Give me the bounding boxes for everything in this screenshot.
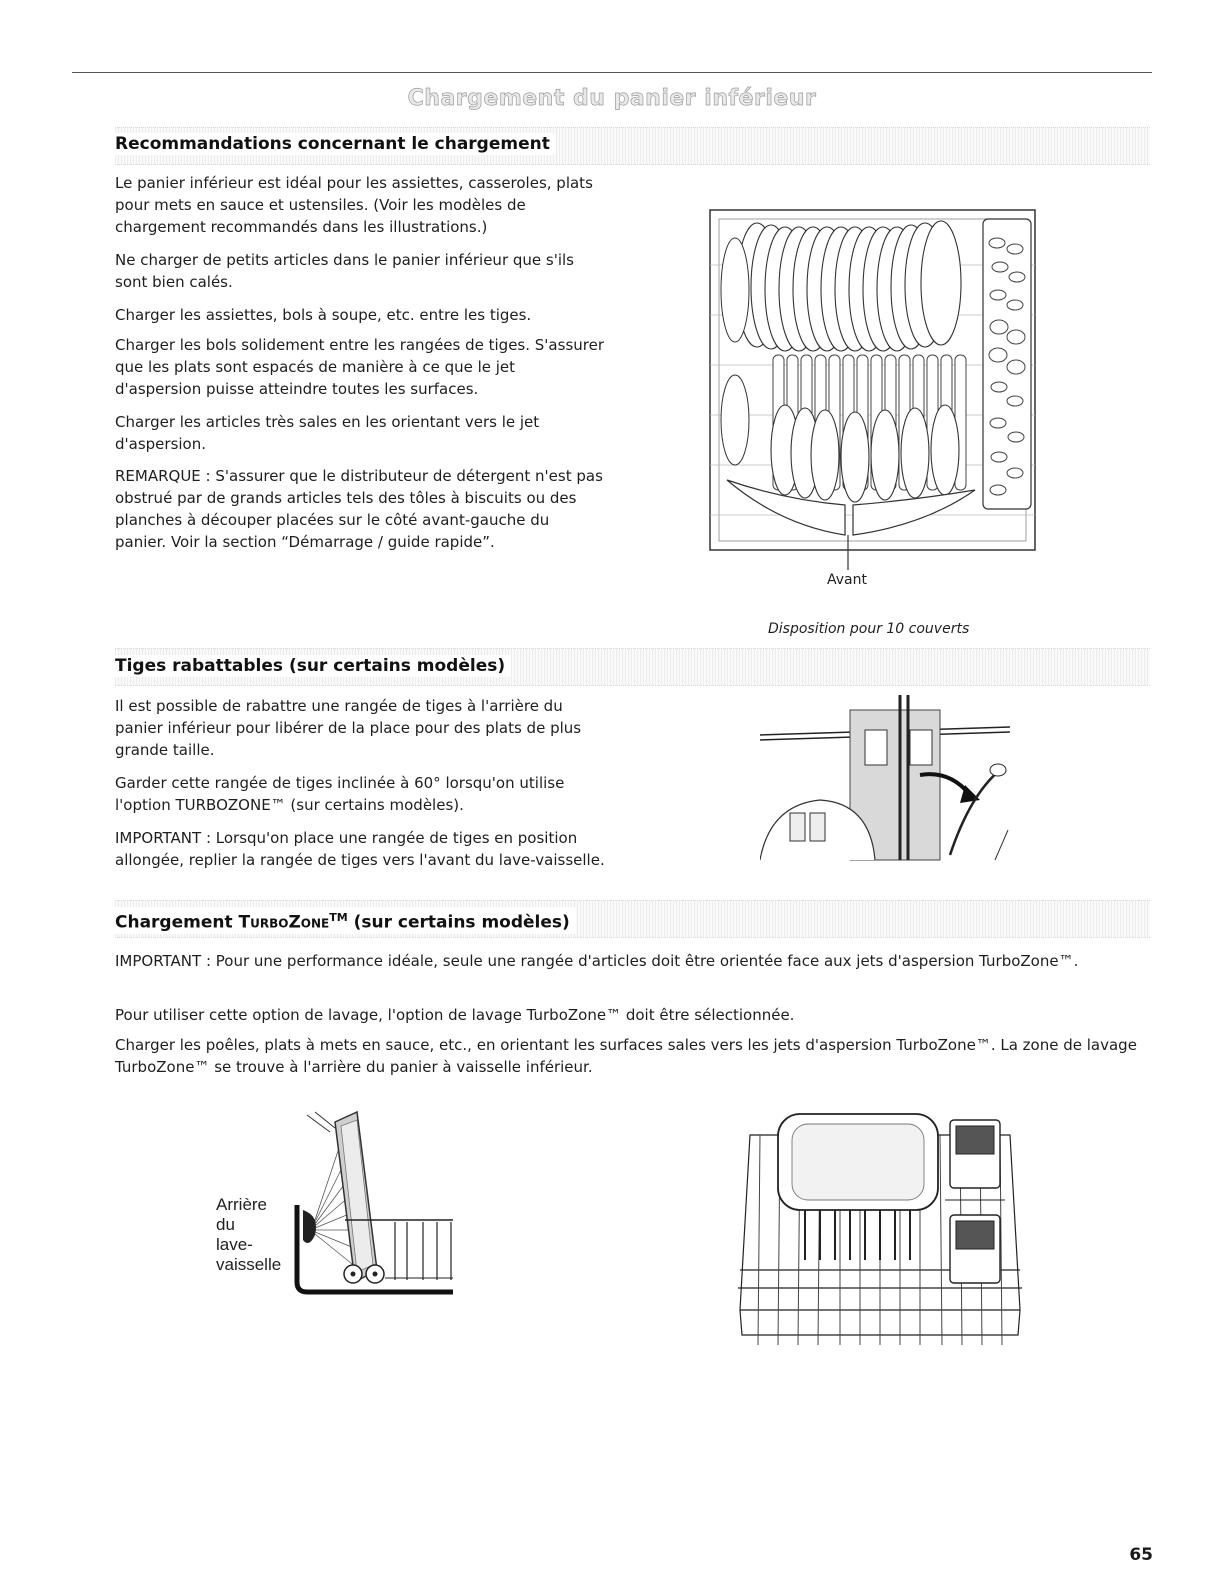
figure-caption-place-settings: Disposition pour 10 couverts: [768, 621, 970, 637]
section-heading-loading-tips: Recommandations concernant le chargement: [115, 133, 556, 155]
turbozone-rack-with-pan-illustration: [730, 1110, 1030, 1355]
section-heading-turbozone-loading: Chargement TurboZone™ (sur certains modèles): [115, 907, 576, 934]
paragraph: Le panier inférieur est idéal pour les assiettes, casseroles, plats pour mets en sauce et ustensiles. (Voir les modèles de chargement recommandés dans les illustrations.): [115, 174, 593, 236]
paragraph: Charger les assiettes, bols à soupe, etc. entre les tiges.: [115, 306, 532, 324]
paragraph: Charger les bols solidement entre les rangées de tiges. S'assurer que les plats sont espacés de manière à ce que le jet d'aspersion puisse atteindre toutes les surfaces.: [115, 336, 604, 398]
page-number: 65: [1129, 1545, 1153, 1565]
paragraph: Charger les poêles, plats à mets en sauce, etc., en orientant les surfaces sales vers les jets d'aspersion TurboZone™. La zone de lavage TurboZone™ se trouve à l'arrière du panier à vaisselle inférieur.: [115, 1036, 1137, 1076]
lower-rack-loading-illustration: [705, 205, 1045, 585]
paragraph: Ne charger de petits articles dans le panier inférieur que s'ils sont bien calés.: [115, 251, 574, 291]
paragraph: Charger les articles très sales en les orientant vers le jet d'aspersion.: [115, 413, 540, 453]
top-rule: [72, 72, 1152, 73]
figure-label-front: Avant: [827, 572, 867, 588]
paragraph: Pour utiliser cette option de lavage, l'option de lavage TurboZone™ doit être sélectionnée.: [115, 1006, 795, 1024]
paragraph: Garder cette rangée de tiges inclinée à 60° lorsqu'on utilise l'option TURBOZONE™ (sur certains modèles).: [115, 774, 565, 814]
turbozone-side-view-illustration: [285, 1110, 460, 1300]
paragraph: Il est possible de rabattre une rangée de tiges à l'arrière du panier inférieur pour libérer de la place pour des plats de plus grande taille.: [115, 697, 582, 759]
paragraph-important: IMPORTANT : Pour une performance idéale, seule une rangée d'articles doit être orientée face aux jets d'aspersion TurboZone™.: [115, 952, 1079, 970]
figure-label-rear: Arrière du lave- vaisselle: [216, 1195, 282, 1274]
page-title: Chargement du panier inférieur: [407, 86, 817, 111]
fold-down-tines-illustration: [760, 675, 1020, 865]
paragraph-important: IMPORTANT : Lorsqu'on place une rangée de tiges en position allongée, replier la rangée de tiges vers l'avant du lave-vaisselle.: [115, 829, 605, 869]
paragraph-note: REMARQUE : S'assurer que le distributeur de détergent n'est pas obstrué par de grands articles tels des tôles à biscuits ou des planches à découper placées sur le côté avant-gauche du panier. Voir la section “Démarrage / guide rapide”.: [115, 467, 603, 551]
section-heading-fold-down-tines: Tiges rabattables (sur certains modèles): [115, 655, 511, 677]
